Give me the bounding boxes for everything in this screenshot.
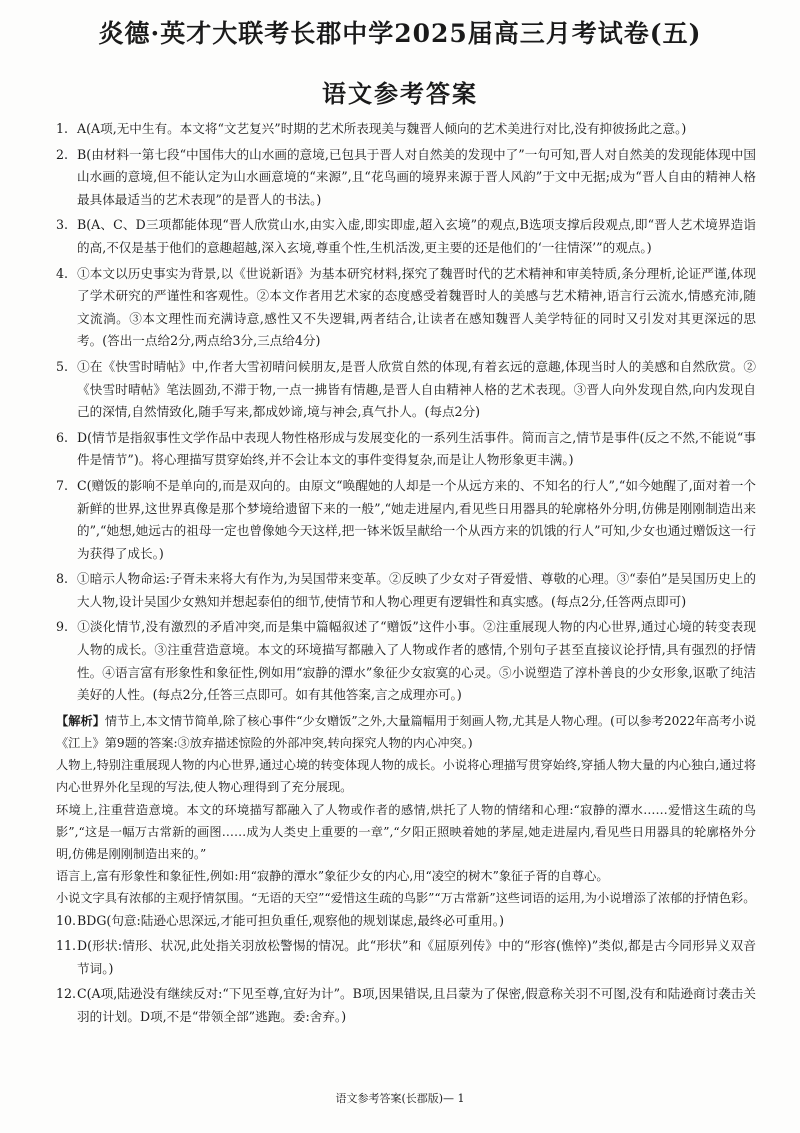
answer-key-title: 语文参考答案: [322, 79, 478, 108]
answer-text: B(A、C、D三项都能体现“晋人欣赏山水,由实入虚,即实即虚,超入玄境”的观点,B选项支撑后段观点,即“晋人艺术境界造诣的高,不仅是基于他们的意趣超越,深入玄境,尊重个性,生机活泼,更主要的还是他们的‘一往情深’”的观点。): [77, 217, 756, 255]
answer-text: C(A项,陆逊没有继续反对:“下见至尊,宜好为计”。B项,因果错误,且吕蒙为了保密,假意称关羽不可图,没有和陆逊商讨袭击关羽的计划。D项,不是“带领全部”逃跑。委:舍弃。): [77, 986, 756, 1025]
answer-number: 11.: [56, 938, 77, 954]
answer-item-11: [56, 935, 756, 980]
answer-text: C(赠饭的影响不是单向的,而是双向的。由原文“唤醒她的人却是一个从远方来的、不知名的行人”,“如今她醒了,面对着一个新鲜的世界,这世界真像是那个梦境给遗留下来的一般”,“她走进屋内,看见些日用器具的轮廓格外分明,仿佛是刚刚制造出来的”,“她想,她远古的祖母一定也曾像她今天这样,把一钵米饭呈献给一个从西方来的饥饿的行人”可知,少女也通过赠饭这一行为获得了成长。): [77, 477, 756, 561]
answer-content: [56, 118, 756, 1032]
answer-item-5: [56, 356, 756, 424]
answer-text: ①本文以历史事实为背景,以《世说新语》为基本研究材料,探究了魏晋时代的艺术精神和审美特质,条分理析,论证严谨,体现了学术研究的严谨性和客观性。②本文作者用艺术家的态度感受着魏晋时人的美感与艺术精神,语言行云流水,情感充沛,随文流淌。③本文理性而充满诗意,感性又不失逻辑,两者结合,让读者在感知魏晋人美学特征的同时又引发对其更深远的思考。(答出一点给2分,两点给3分,三点给4分): [77, 265, 756, 349]
answer-number: 10.: [56, 912, 77, 928]
answer-item-9: [56, 616, 756, 706]
answer-number: 8.: [56, 571, 69, 587]
answer-item-6: [56, 427, 756, 472]
answer-text: D(形状:情形、状况,此处指关羽放松警惕的情况。此“形状”和《屈原列传》中的“形容(憔悴)”类似,都是古今同形异义双音节词。): [77, 938, 756, 976]
answer-text: ①暗示人物命运:子胥未来将大有作为,为吴国带来变革。②反映了少女对子胥爱惜、尊敬的心理。③“泰伯”是吴国历史上的大人物,设计吴国少女熟知并想起泰伯的细节,使情节和人物心理更有逻辑性和真实感。(每点2分,任答两点即可): [77, 571, 756, 609]
analysis-paragraph: 语言上,富有形象性和象征性,例如:用“寂静的潭水”象征少女的内心,用“凌空的树木”象征子胥的自尊心。: [56, 869, 609, 884]
answer-number: 2.: [56, 146, 69, 162]
analysis-tag: 【解析】: [56, 713, 105, 728]
answer-item-8: [56, 568, 756, 613]
answer-item-7: [56, 475, 756, 565]
answer-item-1: [56, 118, 756, 141]
answer-text: BDG(句意:陆逊心思深远,才能可担负重任,观察他的规划谋虑,最终必可重用。): [77, 912, 505, 928]
answer-number: 1.: [56, 121, 69, 136]
analysis-paragraph: 小说文字具有浓郁的主观抒情氛围。“无语的天空”“爱惜这生疏的鸟影”“万古常新”这些词语的运用,为小说增添了浓郁的抒情色彩。: [56, 891, 756, 906]
answer-number: 9.: [56, 619, 69, 635]
answer-item-12: [56, 983, 756, 1028]
exam-title: 炎德·英才大联考长郡中学2025届高三月考试卷(五): [98, 19, 702, 48]
answer-text: ①淡化情节,没有激烈的矛盾冲突,而是集中篇幅叙述了“赠饭”这件小事。②注重展现人物的内心世界,通过心境的转变表现人物的成长。③注重营造意境。本文的环境描写都融入了人物或作者的感情,个别句子甚至直接议论抒情,具有强烈的抒情性。④语言富有形象性和象征性,例如用“寂静的潭水”象征少女寂寞的心灵。⑤小说塑造了淳朴善良的少女形象,讴歌了纯洁美好的人性。(每点2分,任答三点即可。如有其他答案,言之成理亦可。): [77, 619, 756, 703]
answer-item-4: [56, 263, 756, 353]
analysis-text: 情节上,本文情节简单,除了核心事件“少女赠饭”之外,大量篇幅用于刻画人物,尤其是人物心理。(可以参考2022年高考小说《江上》第9题的答案:③放弃描述惊险的外部冲突,转向探究人物的内心冲突。): [56, 713, 756, 751]
answer-item-2: [56, 144, 756, 212]
answer-text: ①在《快雪时晴帖》中,作者大雪初晴问候朋友,是晋人欣赏自然的体现,有着玄远的意趣,体现当时人的美感和自然欣赏。②《快雪时晴帖》笔法圆劲,不滞于物,一点一拂皆有情趣,是晋人自由精神人格的艺术表现。③晋人向外发现自然,向内发现自己的深情,自然情致化,随手写来,都成妙谛,境与神会,真气扑人。(每点2分): [77, 358, 756, 420]
answer-number: 6.: [56, 429, 69, 445]
analysis-paragraph: [56, 710, 756, 754]
answer-item-10: [56, 910, 756, 933]
answer-number: 7.: [56, 477, 69, 493]
answer-text: A(A项,无中生有。本文将“文艺复兴”时期的艺术所表现美与魏晋人倾向的艺术美进行对比,没有抑彼扬此之意。): [77, 121, 687, 136]
answer-item-3: [56, 214, 756, 259]
analysis-paragraph: 人物上,特别注重展现人物的内心世界,通过心境的转变体现人物的成长。小说将心理描写贯穿始终,穿插人物大量的内心独白,通过将内心世界外化呈现的写法,使人物心理得到了充分展现。: [56, 758, 756, 795]
answer-text: B(由材料一第七段“中国伟大的山水画的意境,已包具于晋人对自然美的发现中了”一句可知,晋人对自然美的发现能体现中国山水画的意境,但不能认定为山水画意境的“来源”,且“花鸟画的境界来源于晋人风韵”于文中无据;成为“晋人自由的精神人格最具体最适当的艺术表现”的是晋人的书法。): [77, 146, 756, 207]
analysis-section: [56, 710, 756, 910]
answer-number: 5.: [56, 358, 69, 374]
answer-number: 4.: [56, 265, 69, 281]
analysis-paragraph: 环境上,注重营造意境。本文的环境描写都融入了人物或作者的感情,烘托了人物的情绪和心理:“寂静的潭水……爱惜这生疏的鸟影”,“这是一幅万古常新的画图……成为人类史上重要的一章”,“夕阳正照映着她的茅屋,她走进屋内,看见些日用器具的轮廓格外分明,仿佛是刚刚制造出来的。”: [56, 802, 756, 862]
answer-number: 12.: [56, 986, 77, 1002]
page-footer: 语文参考答案(长郡版)— 1: [335, 1092, 465, 1105]
answer-number: 3.: [56, 217, 69, 233]
answer-text: D(情节是指叙事性文学作品中表现人物性格形成与发展变化的一系列生活事件。简而言之,情节是事件(反之不然,不能说“事件是情节”)。将心理描写贯穿始终,并不会让本文的事件变得复杂,而是让人物形象更丰满。): [77, 429, 756, 468]
